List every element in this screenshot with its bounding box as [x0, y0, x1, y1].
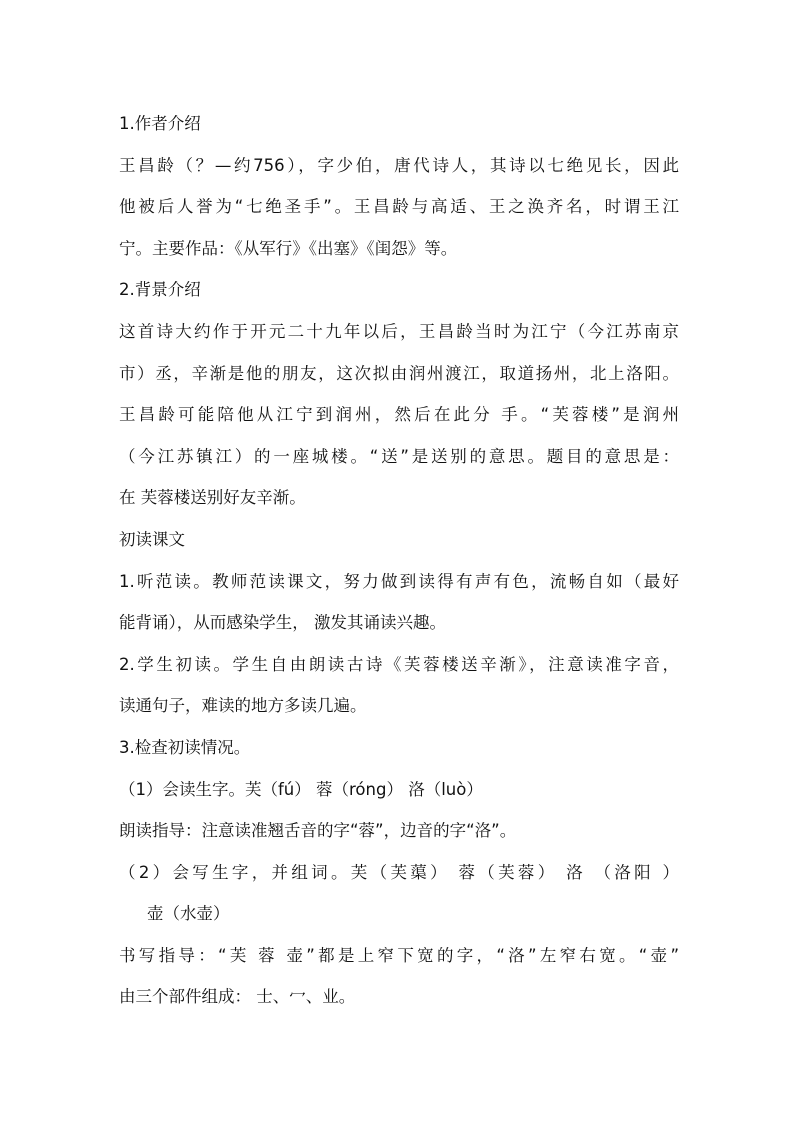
- paragraph-line: 这首诗大约作于开元二十九年以后，王昌龄当时为江宁（今江苏南京: [119, 321, 679, 341]
- heading-first-reading: 初读课文: [119, 529, 185, 549]
- paragraph-line: 能背诵），从而感染学生， 激发其诵读兴趣。: [119, 613, 446, 633]
- paragraph-line: 2.学生初读。学生自由朗读古诗《芙蓉楼送辛渐》，注意读准字音，: [119, 654, 679, 674]
- paragraph-line: 由三个部件组成： 士、冖、业。: [119, 987, 356, 1007]
- paragraph-line: 王昌龄（？—约756），字少伯，唐代诗人，其诗以七绝见长，因此: [119, 155, 679, 175]
- paragraph-line: 在 芙蓉楼送别好友辛渐。: [119, 488, 306, 508]
- heading-background-intro: 2.背景介绍: [119, 280, 201, 300]
- paragraph-line: 1.听范读。教师范读课文，努力做到读得有声有色，流畅自如（最好: [119, 571, 679, 591]
- document-body: [119, 103, 679, 1018]
- paragraph-line: （今江苏镇江）的一座城楼。“送”是送别的意思。题目的意思是：: [119, 446, 679, 466]
- paragraph-line: 读通句子，难读的地方多读几遍。: [119, 696, 367, 716]
- paragraph-line: 朗读指导：注意读准翘舌音的字“蓉”，边音的字“洛”。: [119, 821, 517, 841]
- paragraph-line: （1）会读生字。芙（fú） 蓉（róng） 洛（luò）: [119, 779, 483, 799]
- paragraph-line: （2）会写生字，并组词。芙（芙蕖） 蓉（芙蓉） 洛 （洛阳 ）: [119, 862, 679, 882]
- paragraph-line: 书写指导：“芙 蓉 壶”都是上窄下宽的字，“洛”左窄右宽。“壶”: [119, 945, 679, 965]
- paragraph-line: 壶（水壶）: [147, 904, 230, 924]
- paragraph-line: 他被后人誉为“七绝圣手”。王昌龄与高适、王之涣齐名，时谓王江: [119, 197, 679, 217]
- heading-author-intro: 1.作者介绍: [119, 114, 201, 133]
- paragraph-line: 市）丞，辛渐是他的朋友，这次拟由润州渡江，取道扬州，北上洛阳。: [119, 363, 679, 383]
- paragraph-line: 3.检查初读情况。: [119, 737, 251, 757]
- paragraph-line: 王昌龄可能陪他从江宁到润州，然后在此分 手。“芙蓉楼”是润州: [119, 405, 679, 425]
- paragraph-line: 宁。主要作品：《从军行》《出塞》《闺怨》等。: [119, 238, 458, 258]
